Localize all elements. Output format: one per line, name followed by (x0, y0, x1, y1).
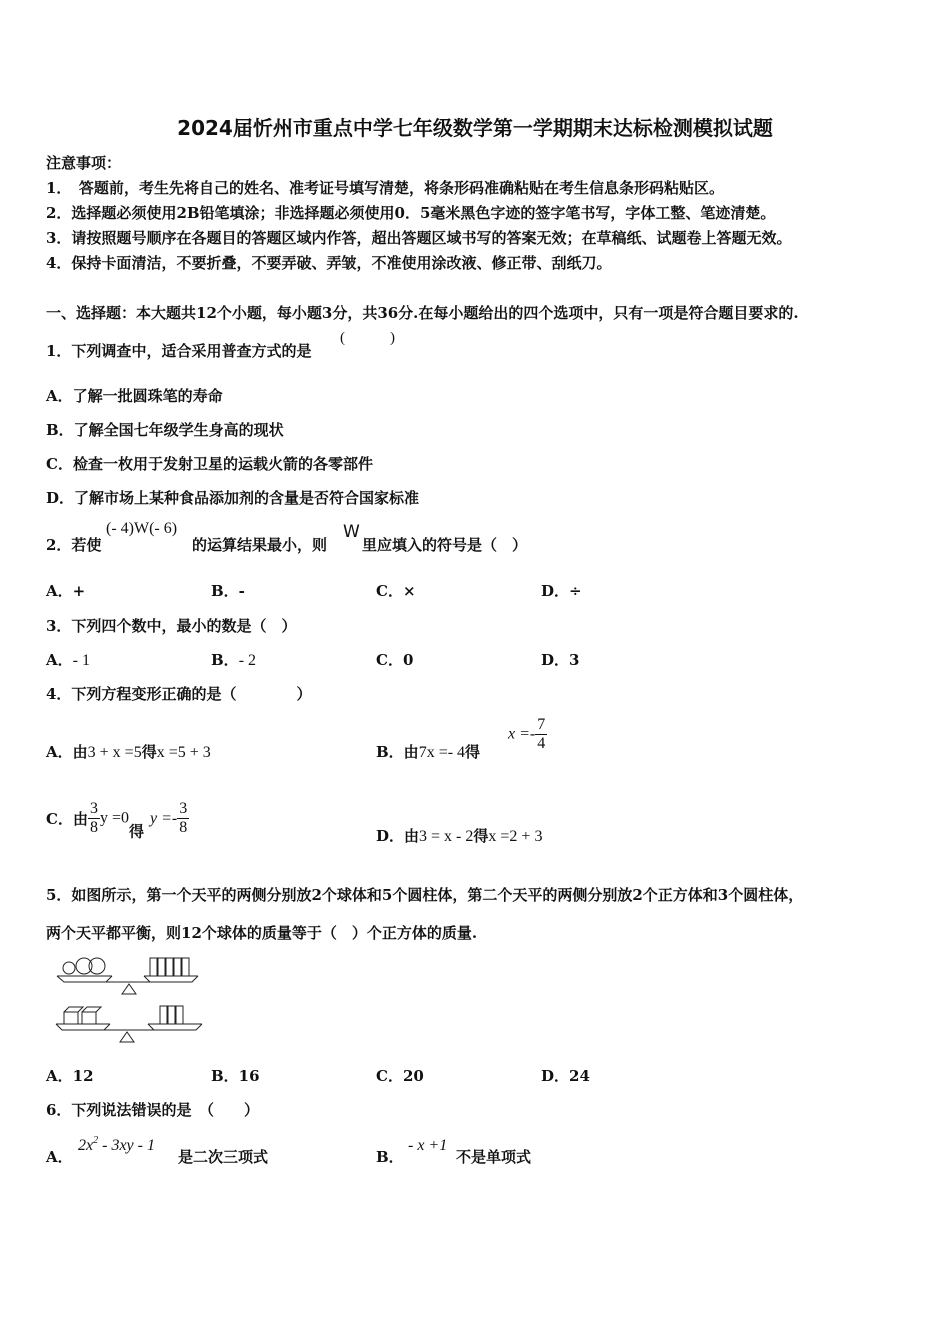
question-2-option-b: B．- (211, 582, 245, 600)
option-label: A． (46, 651, 73, 669)
pan-right-rim (144, 976, 198, 982)
notice-header: 注意事项： (46, 154, 122, 172)
cube (82, 1012, 96, 1024)
equation: x =2 + 3 (488, 828, 543, 845)
question-1-paren: ( ) (340, 330, 395, 346)
equation: y =- (150, 809, 178, 827)
question-3-option-c: C．0 (376, 651, 414, 669)
fraction (177, 800, 189, 837)
numerator: 3 (89, 800, 98, 817)
notice-item: 2．选择题必须使用2B铅笔填涂；非选择题必须使用0．5毫米黑色字迹的签字笔书写，字体工整、笔迹清楚。 (46, 204, 776, 222)
question-1-option-a: A．了解一批圆珠笔的寿命 (46, 387, 223, 405)
fulcrum (122, 984, 136, 994)
equation: 7x =- 4 (418, 744, 466, 761)
sphere (76, 958, 92, 974)
question-2-option-c: C．× (376, 582, 416, 600)
denominator: 8 (89, 819, 98, 836)
cylinder (168, 1006, 175, 1024)
question-5-option-d: D．24 (541, 1067, 590, 1085)
cylinder (160, 1006, 167, 1024)
equation: x =- (508, 725, 536, 743)
question-2-expression: (- 4)W(- 6) (106, 520, 178, 537)
question-1-option-b: B．了解全国七年级学生身高的现状 (46, 421, 284, 439)
pan-left-rim (57, 976, 112, 982)
question-2-option-d: D．÷ (541, 582, 582, 600)
question-3-option-d: D．3 (541, 651, 580, 669)
question-6-option-b-text: 不是单项式 (456, 1148, 532, 1166)
option-label: B． (211, 651, 239, 669)
option-label: B．由 (376, 743, 419, 761)
pan-left-rim (56, 1024, 110, 1030)
option-connector: 得 (128, 822, 144, 841)
question-4-option-c (46, 800, 189, 842)
question-4-option-b-result (508, 716, 547, 753)
cylinder (158, 958, 165, 976)
numerator: 7 (537, 716, 546, 733)
balance-2 (56, 1006, 202, 1042)
equation: 3 + x =5 (87, 744, 142, 761)
cube-top (64, 1007, 83, 1012)
question-4-option-a (46, 741, 211, 762)
term: - 3xy - 1 (98, 1137, 155, 1154)
question-2-prefix: 2．若使 (46, 536, 102, 554)
sphere (89, 958, 105, 974)
denominator: 8 (179, 819, 188, 836)
cylinder (174, 958, 181, 976)
cylinder (182, 958, 189, 976)
cube (64, 1012, 78, 1024)
sphere (63, 962, 75, 974)
denominator: 4 (537, 735, 546, 752)
question-2-w-symbol: W (343, 522, 360, 542)
option-value: - 2 (238, 652, 257, 669)
equation: x =5 + 3 (156, 744, 211, 761)
question-5-option-c: C．20 (376, 1067, 424, 1085)
notice-item: 1． 答题前，考生先将自己的姓名、准考证号填写清楚，将条形码准确粘贴在考生信息条形码粘贴区。 (46, 179, 724, 197)
cylinder (176, 1006, 183, 1024)
question-3-stem: 3．下列四个数中，最小的数是（ ） (46, 617, 297, 635)
exponent: 2 (93, 1135, 99, 1146)
option-connector: 得 (473, 827, 489, 845)
option-label: D．由 (376, 827, 420, 845)
question-1-stem: 1．下列调查中，适合采用普查方式的是 (46, 342, 312, 360)
question-5-line-1: 5．如图所示，第一个天平的两侧分别放2个球体和5个圆柱体，第二个天平的两侧分别放2个正方体和3个圆柱体， (46, 886, 804, 904)
cube-top (82, 1007, 101, 1012)
question-2-suffix: 里应填入的符号是（ ） (362, 536, 528, 554)
question-2-option-a: A．+ (46, 582, 86, 600)
question-1-option-d: D．了解市场上某种食品添加剂的含量是否符合国家标准 (46, 489, 420, 507)
question-6-option-a-expression (78, 1135, 155, 1155)
equation: 3 = x - 2 (419, 828, 474, 845)
question-5-option-b: B．16 (211, 1067, 260, 1085)
notice-item: 3．请按照题号顺序在各题目的答题区域内作答，超出答题区域书写的答案无效；在草稿纸、试题卷上答题无效。 (46, 229, 792, 247)
question-4-option-b (376, 741, 480, 762)
fraction (535, 716, 547, 753)
question-6-option-b-expression: - x +1 (408, 1137, 448, 1154)
cylinder (166, 958, 173, 976)
term: 2x (78, 1137, 94, 1154)
cylinder (150, 958, 157, 976)
question-2-middle: 的运算结果最小，则 (192, 536, 328, 554)
fraction (88, 800, 100, 837)
option-label: C．由 (46, 810, 88, 828)
question-1-option-c: C．检查一枚用于发射卫星的运载火箭的各零部件 (46, 455, 373, 473)
question-3-option-a (46, 649, 90, 670)
notice-item: 4．保持卡面清洁，不要折叠，不要弄破、弄皱，不准使用涂改液、修正带、刮纸刀。 (46, 254, 612, 272)
question-5-line-2: 两个天平都平衡，则12个球体的质量等于（ ）个正方体的质量. (46, 924, 478, 942)
question-5-option-a: A．12 (46, 1067, 94, 1085)
option-value: - 1 (72, 652, 90, 669)
page-title: 2024届忻州市重点中学七年级数学第一学期期末达标检测模拟试题 (177, 116, 773, 140)
question-6-option-a-text: 是二次三项式 (178, 1148, 269, 1166)
question-4-stem: 4．下列方程变形正确的是（ ） (46, 685, 312, 703)
option-connector: 得 (465, 743, 481, 761)
question-4-option-d (376, 825, 542, 846)
option-label: A．由 (46, 743, 88, 761)
balance-1 (57, 958, 198, 994)
pan-right-rim (148, 1024, 202, 1030)
equation: y =0 (99, 809, 129, 827)
section-heading: 一、选择题：本大题共12个小题，每小题3分，共36分.在每小题给出的四个选项中，只有一项是符合题目要求的. (46, 304, 799, 322)
question-6-stem: 6．下列说法错误的是 （ ） (46, 1101, 259, 1119)
option-connector: 得 (141, 743, 157, 761)
question-6-option-a-label: A． (46, 1148, 73, 1166)
question-3-option-b (211, 649, 256, 670)
question-6-option-b-label: B． (376, 1148, 404, 1166)
numerator: 3 (179, 800, 188, 817)
fulcrum (120, 1032, 134, 1042)
balance-figure (52, 950, 212, 1050)
